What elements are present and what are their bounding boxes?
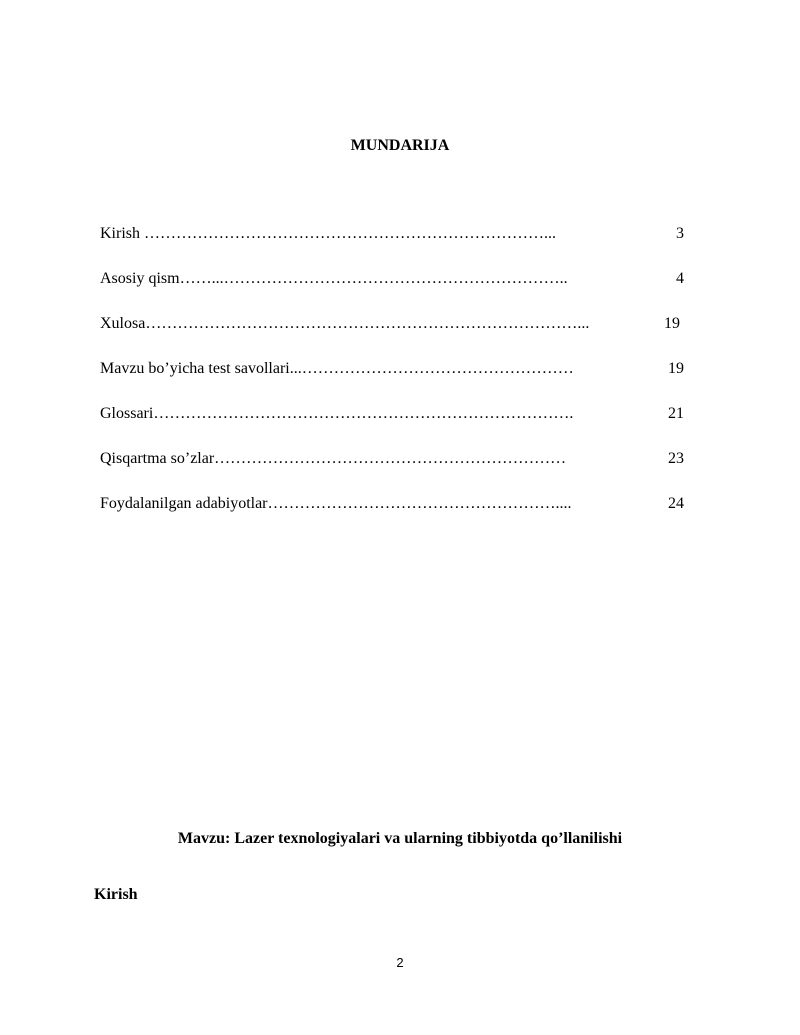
toc-entry-page: 3 — [676, 225, 684, 242]
toc-entry-title: Xulosa………………………………………………………………………... — [100, 315, 590, 332]
toc-entry-title: Foydalanilgan adabiyotlar……………………………………………….... — [100, 495, 572, 512]
toc-entry-page: 4 — [676, 270, 684, 287]
toc-entry — [100, 314, 690, 334]
toc-entry-title: Glossari……………………………………………………………………. — [100, 405, 574, 422]
toc-entry — [100, 404, 690, 424]
toc-entry — [100, 494, 690, 514]
toc-entry-page: 19 — [664, 315, 680, 332]
toc-entry — [100, 359, 690, 379]
toc-entry-title: Kirish …………………………………………………………………... — [100, 225, 556, 242]
topic-title: Mavzu: Lazer texnologiyalari va ularning tibbiyotda qo’llanilishi — [177, 830, 623, 847]
toc-entry — [100, 269, 690, 289]
toc-entry-page: 19 — [668, 360, 684, 377]
section-heading: Kirish — [94, 886, 138, 903]
toc-entry-page: 24 — [668, 495, 684, 512]
toc-heading: MUNDARIJA — [350, 137, 450, 154]
toc-entry — [100, 449, 690, 469]
page-number: 2 — [396, 955, 404, 970]
toc-entry-page: 21 — [668, 405, 684, 422]
toc-entry-title: Asosiy qism……...……………………………………………………….. — [100, 270, 568, 287]
toc-entry-title: Qisqartma so’zlar………………………………………………………… — [100, 450, 567, 467]
toc-entry-title: Mavzu bo’yicha test savollari...…………………………………………… — [100, 360, 574, 377]
toc-entry — [100, 224, 690, 244]
toc-entry-page: 23 — [668, 450, 684, 467]
